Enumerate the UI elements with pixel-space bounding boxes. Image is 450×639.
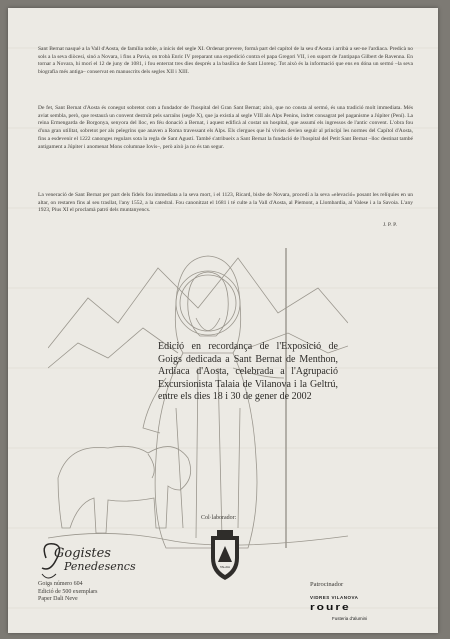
paragraph-veneration: La veneració de Sant Bernat per part dels fidels fou immediata a la seva mort, i el 1123, Ricard, bisbe de Novara, procedí a la seva «elevació» posant les relíquies en un altar, on restaren fins al seu trasllat, l'any 1552, a la catedral. Fou canonitzat el 1681 i té culte a la Vall d'Aosta, al Piemont, a Llombardia, al Valese i a la Savoia. L'any 1923, Pius XI el proclamà patró dels muntanyencs. (38, 192, 413, 214)
author-signature: J. P. P. (383, 222, 397, 228)
sponsor-label: Patrocinador (310, 581, 344, 588)
goigs-info (38, 581, 97, 604)
paragraph-hospital: De fet, Sant Bernat d'Aosta és conegut sobretot com a fundador de l'hospital del Gran Sant Bernat; això, que no consta al sermó, és una tradició molt immediata. Més aviat sembla, però, que restaurà un convent destruït pels sarraïns (segle X), que ja existia al segle VIII als Alps Penins, indret consagrat pel paganisme a Júpiter (Pení). La reina Ermengarda de Borgonya, senyora del lloc, en féu donació a Bernat, i aquest edificà al costat un hospital, que assumí els ingressos de l'antic convent. L'obra fou d'una gran utilitat, sobretot per als pelegrins que anaven a Roma travessant els Alps. Els clergues que hi vivien devien seguir al principi les normes del Capítol d'Aosta, fins a esdevenir el 1222 canonges regulars sota la regla de Sant Agustí. També s'atribueix a Sant Bernat la fundació de l'hospital del Petit Sant Bernat –lloc destinat també antigament a Júpiter i anomenat Mons columnae Iovis–, però això ja no és tan segur. (38, 105, 413, 150)
publisher-logo-line1: Gogistes (54, 546, 111, 561)
goigs-number: Goigs número 604 (38, 581, 83, 587)
sponsor-tagline: VIDRES VILANOVA (310, 595, 359, 600)
sponsor-logo-name: roure (310, 601, 351, 613)
goigs-paper: Paper Dali Neve (38, 596, 78, 602)
paragraph-biography: Sant Bernat nasqué a la Vall d'Aosta, de família noble, a inicis del segle XI. Ordenat prevere, formà part del capítol de la seu d'Aosta i arribà a ser-ne l'ardiaca. Predicà no sols a la seva diòcesi, sinó a Novara, i fins a Pavia, on trobà Enric IV preparant una expedició contra el papa Gregori VII, i en suport de l'antipapa Gilbert de Ravenna. En tornar a Novara, hi morí el 12 de juny de 1081, i fou enterrat tres dies després a la basílica de Sant Llorenç. Tot això és la informació que ens en dóna un sermó –la seva biografia més antiga– conservat en manuscrits dels segles XII i XIII. (38, 46, 413, 76)
edition-note: Edició en recordança de l'Exposició de Goigs dedicada a Sant Bernat de Menthon, Ardiaca d'Aosta, celebrada a l'Agrupació Excursionista Talaia de Vilanova i la Geltrú, entre els dies 18 i 30 de gener de 2002 (158, 341, 338, 403)
goigs-sheet (8, 8, 438, 633)
talaia-shield-logo (205, 528, 245, 583)
publisher-logo-line2: Penedesencs (64, 560, 136, 573)
sponsor-subtitle: Fusteria d'alumini (332, 616, 368, 621)
collaborator-logo-text: TALAIA (219, 565, 231, 569)
collaborator-label: Col·laborador: (201, 515, 237, 521)
goigs-edition-count: Edició de 500 exemplars (38, 588, 98, 595)
